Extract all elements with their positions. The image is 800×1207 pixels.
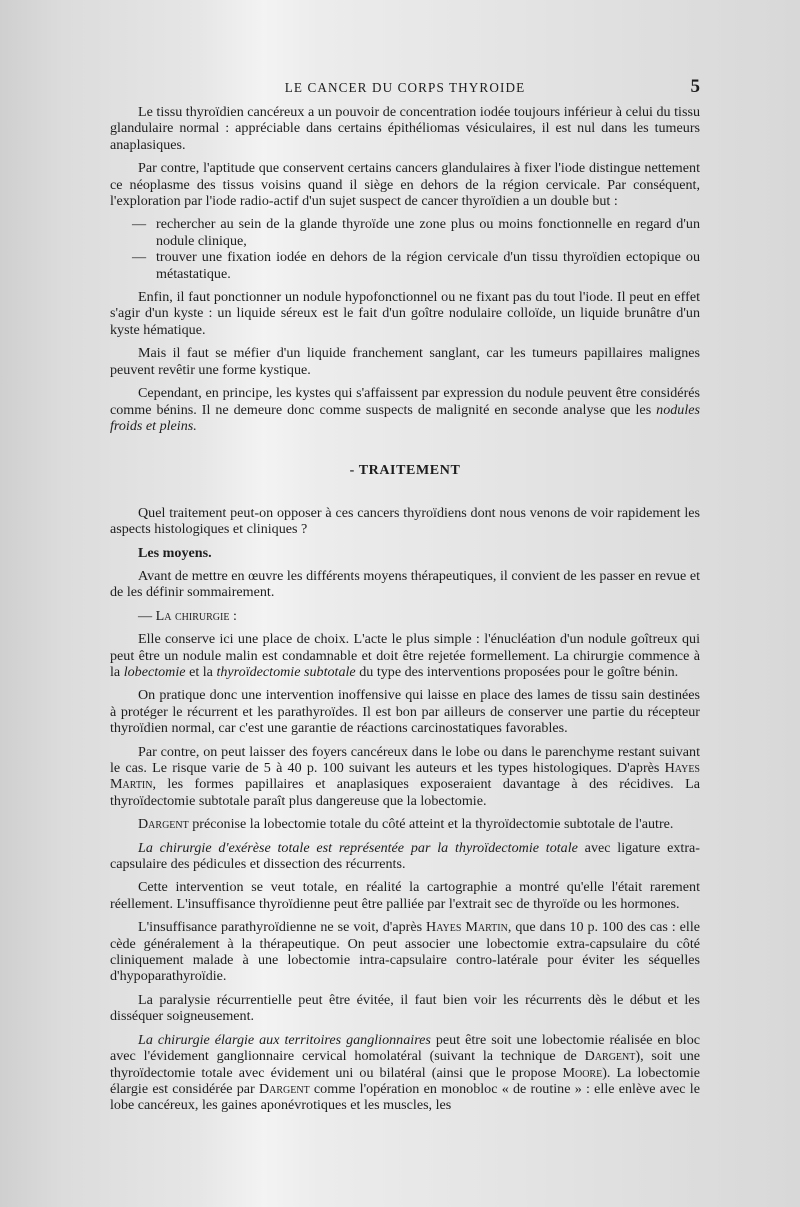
- text-span: comme l'opération en monobloc « de routine » : elle enlève avec le lobe cancéreux, les gaines aponévrotiques et les muscles, les: [110, 1080, 700, 1114]
- paragraph: Mais il faut se méfier d'un liquide franchement sanglant, car les tumeurs papillaires malignes peuvent revêtir une forme kystique.: [110, 345, 700, 378]
- emphasis: thyroïdectomie subtotale: [216, 663, 356, 680]
- list-dash: —: [132, 216, 147, 233]
- paragraph: Quel traitement peut-on opposer à ces cancers thyroïdiens dont nous venons de voir rapidement les aspects histologiques et cliniques ?: [110, 504, 700, 538]
- emphasis: La chirurgie d'exérèse totale est représentée par la thyroïdectomie totale: [138, 839, 578, 856]
- paragraph: Cette intervention se veut totale, en réalité la cartographie a montré qu'elle l'était rarement réellement. L'insuffisance thyroïdienne peut être palliée par l'extrait sec de thyroïde ou les hormones.: [110, 879, 700, 912]
- list-item: [110, 249, 700, 282]
- paragraph: [110, 385, 700, 434]
- emphasis: lobectomie: [123, 663, 186, 680]
- paragraph: Enfin, il faut ponctionner un nodule hypofonctionnel ou ne fixant pas du tout l'iode. Il peut en effet s'agir d'un kyste : un liquide séreux est le fait d'un goître nodulaire colloïde, un liquide brunâtre d'un kyste hématique.: [110, 289, 700, 338]
- paragraph: La paralysie récurrentielle peut être évitée, il faut bien voir les récurrents dès le début et les disséquer soigneusement.: [110, 991, 700, 1025]
- emphasis: La chirurgie élargie aux territoires ganglionnaires: [138, 1031, 431, 1048]
- paragraph: [110, 744, 700, 810]
- paragraph: Avant de mettre en œuvre les différents moyens thérapeutiques, il convient de les passer en revue et de les définir sommairement.: [110, 567, 700, 601]
- text-span: Cependant, en principe, les kystes qui s'affaissent par expression du nodule peuvent être considérés comme bénins. Il ne demeure donc comme suspects de malignité en seconde analyse que les: [110, 385, 700, 418]
- text-span: préconise la lobectomie totale du côté atteint et la thyroïdectomie subtotale de l'autre.: [188, 816, 674, 833]
- text-span: L'insuffisance parathyroïdienne ne se voit, d'après: [138, 919, 427, 936]
- surgery-dash: —: [138, 607, 153, 624]
- text-span: peut être soit une lobectomie réalisée en bloc avec l'évidement ganglionnaire cervical homolatéral (suivant la technique de: [110, 1031, 701, 1065]
- text-span: , que dans 10 p. 100 des cas : elle cède généralement à la thérapeutique. On peut associer une lobectomie extra-capsulaire du côté cliniquement malade à une lobectomie intra-capsulaire contro-latérale pour éviter les séquelles d'hypoparathyroïdie.: [110, 919, 700, 985]
- surgery-heading: [110, 608, 700, 624]
- paragraph: [110, 840, 700, 873]
- text-span: , les formes papillaires et anaplasiques exposeraient davantage à des récidives. La thyroïdectomie subtotale paraît plus dangereuse que la lobectomie.: [110, 776, 700, 809]
- document-body: [110, 104, 700, 1121]
- emphasis: nodules froids et pleins.: [110, 401, 700, 434]
- paragraph: [110, 816, 700, 832]
- author-name: Dargent: [584, 1048, 636, 1065]
- paragraph: [110, 1032, 700, 1114]
- surgery-label: La chirurgie :: [155, 607, 237, 624]
- text-span: Elle conserve ici une place de choix. L'acte le plus simple : l'énucléation d'un nodule goîtreux qui peut être un nodule malin est condamnable et doit être rejetée formellement. La chirurgie commence à la: [110, 631, 700, 680]
- sub-heading: Les moyens.: [138, 544, 212, 561]
- text-span: du type des interventions proposées pour le goître bénin.: [355, 663, 679, 680]
- running-title: LE CANCER DU CORPS THYROIDE: [284, 80, 526, 95]
- section-heading: - TRAITEMENT: [349, 463, 461, 479]
- list-item-text: trouver une fixation iodée en dehors de la région cervicale d'un tissu thyroïdien ectopique ou métastatique.: [156, 249, 700, 282]
- paragraph: Par contre, l'aptitude que conservent certains cancers glandulaires à fixer l'iode distingue nettement ce néoplasme des tissus voisins quand il siège en dehors de la région cervicale. Par conséquent, l'exploration par l'iode radio-actif d'un sujet suspect de cancer thyroïdien a un double but :: [110, 160, 700, 210]
- author-name: Dargent: [138, 816, 189, 833]
- text-span: Par contre, on peut laisser des foyers cancéreux dans le lobe ou dans le parenchyme restant suivant le cas. Le risque varie de 5 à 40 p. 100 suivant les auteurs et les types histologiques. D'après: [110, 743, 700, 776]
- text-span: avec ligature extra-capsulaire des pédicules et dissection des récurrents.: [110, 839, 700, 873]
- paragraph: [110, 631, 700, 680]
- author-name: Hayes Martin: [426, 919, 508, 936]
- page-number: 5: [690, 76, 700, 97]
- exploration-list: [110, 216, 700, 282]
- paragraph: [110, 919, 700, 985]
- author-name: Moore: [562, 1064, 603, 1081]
- text-span: ), soit une thyroïdectomie totale avec évidement uni ou bilatéral (ainsi que le propose: [110, 1048, 700, 1081]
- list-item-text: rechercher au sein de la glande thyroïde une zone plus ou moins fonctionnelle en regard d'un nodule clinique,: [156, 216, 700, 249]
- paragraph: On pratique donc une intervention inoffensive qui laisse en place des lames de tissu sain destinées à protéger le récurrent et les parathyroïdes. Il est bon par ailleurs de conserver une partie du récepteur thyroïdien normal, car c'est une garantie de réactions carcinostatiques favorables.: [110, 687, 700, 737]
- paragraph: Le tissu thyroïdien cancéreux a un pouvoir de concentration iodée toujours inférieur à celui du tissu glandulaire normal : appréciable dans certains épithéliomas vésiculaires, il est nul dans les tumeurs anaplasiques.: [110, 104, 700, 153]
- text-span: ). La lobectomie élargie est considérée par: [110, 1064, 701, 1097]
- list-item: [110, 216, 700, 249]
- author-name: Hayes Martin: [110, 760, 700, 793]
- list-dash: —: [132, 249, 147, 266]
- text-span: et la: [185, 663, 217, 680]
- author-name: Dargent: [258, 1080, 310, 1097]
- page-header: [110, 78, 700, 100]
